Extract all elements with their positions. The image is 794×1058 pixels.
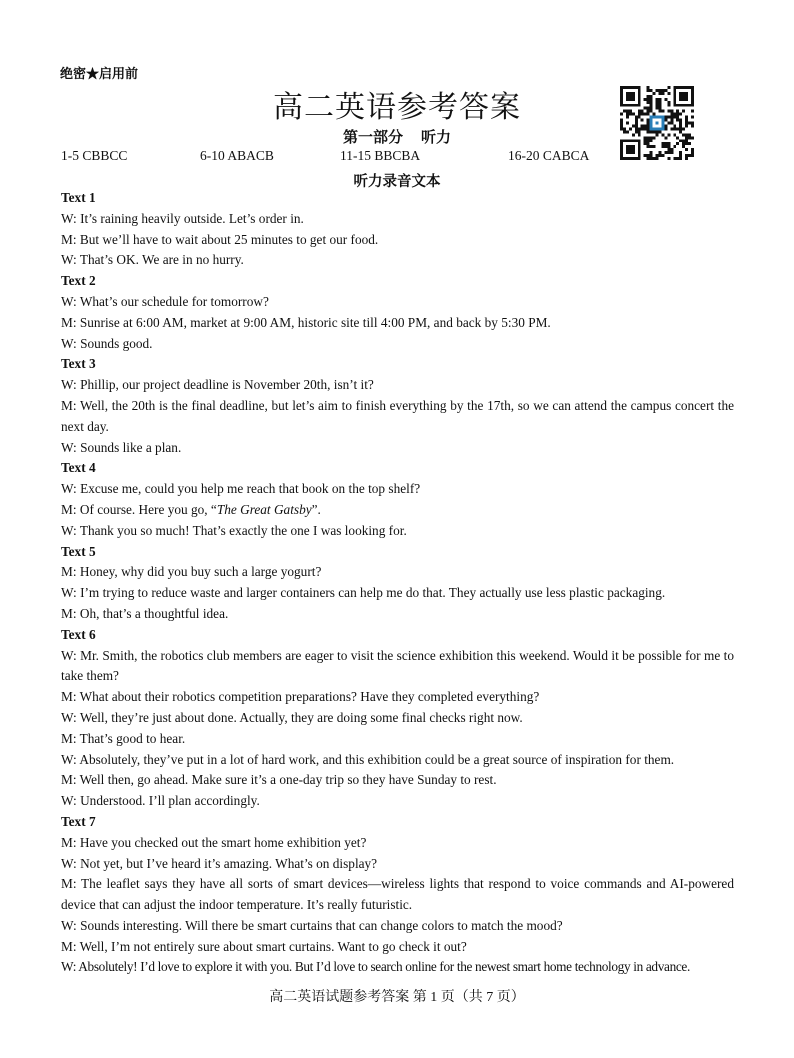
text-heading: Text 1: [61, 190, 96, 205]
transcript-title: 听力录音文本: [353, 174, 441, 190]
dialogue-line: W: Thank you so much! That’s exactly the one I was looking for.: [61, 522, 407, 538]
dialogue-line: M: Honey, why did you buy such a large yogurt?: [61, 564, 322, 580]
page-title: 高二英语参考答案: [273, 91, 521, 124]
dialogue-line: M: What about their robotics competition preparations? Have they completed everything?: [61, 689, 540, 705]
answer-letters: BBCBA: [374, 148, 421, 163]
section-heading: [0, 126, 794, 147]
dialogue-line: M: Well then, go ahead. Make sure it’s a one-day trip so they have Sunday to rest.: [61, 772, 497, 788]
dialogue-line: M: That’s good to hear.: [61, 730, 186, 746]
text-heading: Text 6: [61, 626, 96, 642]
answer-range: 6-10: [200, 148, 225, 163]
section-name: 听力: [421, 130, 452, 146]
dialogue-line: W: Absolutely! I’d love to explore it with you. But I’d love to search online for the newest smart home technology in advance.: [61, 959, 690, 975]
dialogue-line: W: Absolutely, they’ve put in a lot of hard work, and this exhibition could be a great source of inspiration for them.: [61, 751, 675, 767]
answer-range: 16-20: [508, 148, 540, 163]
dialogue-line: M: Sunrise at 6:00 AM, market at 9:00 AM, historic site till 4:00 PM, and back by 5:30 PM.: [61, 314, 551, 330]
dialogue-line: M: Oh, that’s a thoughtful idea.: [61, 605, 229, 621]
answer-range: 1-5: [61, 148, 79, 163]
dialogue-line: W: Phillip, our project deadline is November 20th, isn’t it?: [61, 377, 374, 393]
answer-group: [508, 148, 589, 164]
dialogue-line: W: Understood. I’ll plan accordingly.: [61, 793, 260, 809]
dialogue-line: W: Sounds good.: [61, 335, 153, 351]
answer-letters: CBBCC: [82, 148, 128, 163]
dialogue-line: W: Well, they’re just about done. Actually, they are doing some final checks right now.: [61, 709, 523, 725]
confidential-label: 绝密★启用前: [60, 66, 139, 81]
dialogue-line: W: Mr. Smith, the robotics club members are eager to visit the science exhibition this weekend. Would it be possible for me to take them?: [61, 647, 734, 684]
dialogue-line: M: But we’ll have to wait about 25 minutes to get our food.: [61, 231, 379, 247]
dialogue-line: W: What’s our schedule for tomorrow?: [61, 293, 269, 309]
text-heading: Text 2: [61, 273, 96, 289]
section-label: 第一部分: [342, 130, 403, 146]
dialogue-line: W: I’m trying to reduce waste and larger containers can help me do that. They actually use less plastic packaging.: [61, 585, 666, 601]
answer-group: [61, 148, 127, 164]
answer-range: 11-15: [340, 148, 371, 163]
answer-group: [200, 148, 274, 164]
dialogue-line: W: That’s OK. We are in no hurry.: [61, 252, 244, 268]
dialogue-line: M: Of course. Here you go, “The Great Gatsby”.: [61, 501, 321, 517]
dialogue-line: W: It’s raining heavily outside. Let’s order in.: [61, 210, 304, 226]
dialogue-line: W: Not yet, but I’ve heard it’s amazing. What’s on display?: [61, 855, 378, 871]
dialogue-line: M: Well, I’m not entirely sure about smart curtains. Want to go check it out?: [61, 938, 467, 954]
answer-letters: CABCA: [542, 148, 590, 163]
dialogue-line: M: Have you checked out the smart home exhibition yet?: [61, 834, 367, 850]
dialogue-line: M: The leaflet says they have all sorts of smart devices—wireless lights that respond to voice commands and AI-powered device that can adjust the indoor temperature. It’s really futuristic.: [61, 876, 734, 913]
text-heading: Text 3: [61, 356, 96, 372]
text-heading: Text 5: [61, 543, 96, 559]
dialogue-line: W: Sounds interesting. Will there be smart curtains that can change colors to match the mood?: [61, 917, 563, 933]
dialogue-line: W: Sounds like a plan.: [61, 439, 182, 455]
page-footer: 高二英语试题参考答案 第 1 页（共 7 页）: [269, 990, 525, 1005]
dialogue-line: M: Well, the 20th is the final deadline, but let’s aim to finish everything by the 17th, so we can attend the campus concert the next day.: [61, 397, 734, 434]
answer-group: [340, 148, 420, 164]
text-heading: Text 7: [61, 813, 96, 829]
qr-code-icon: [620, 86, 694, 160]
text-heading: Text 4: [61, 460, 96, 476]
dialogue-line: W: Excuse me, could you help me reach that book on the top shelf?: [61, 481, 421, 497]
answer-letters: ABACB: [227, 148, 274, 163]
transcript-body: [61, 188, 734, 978]
